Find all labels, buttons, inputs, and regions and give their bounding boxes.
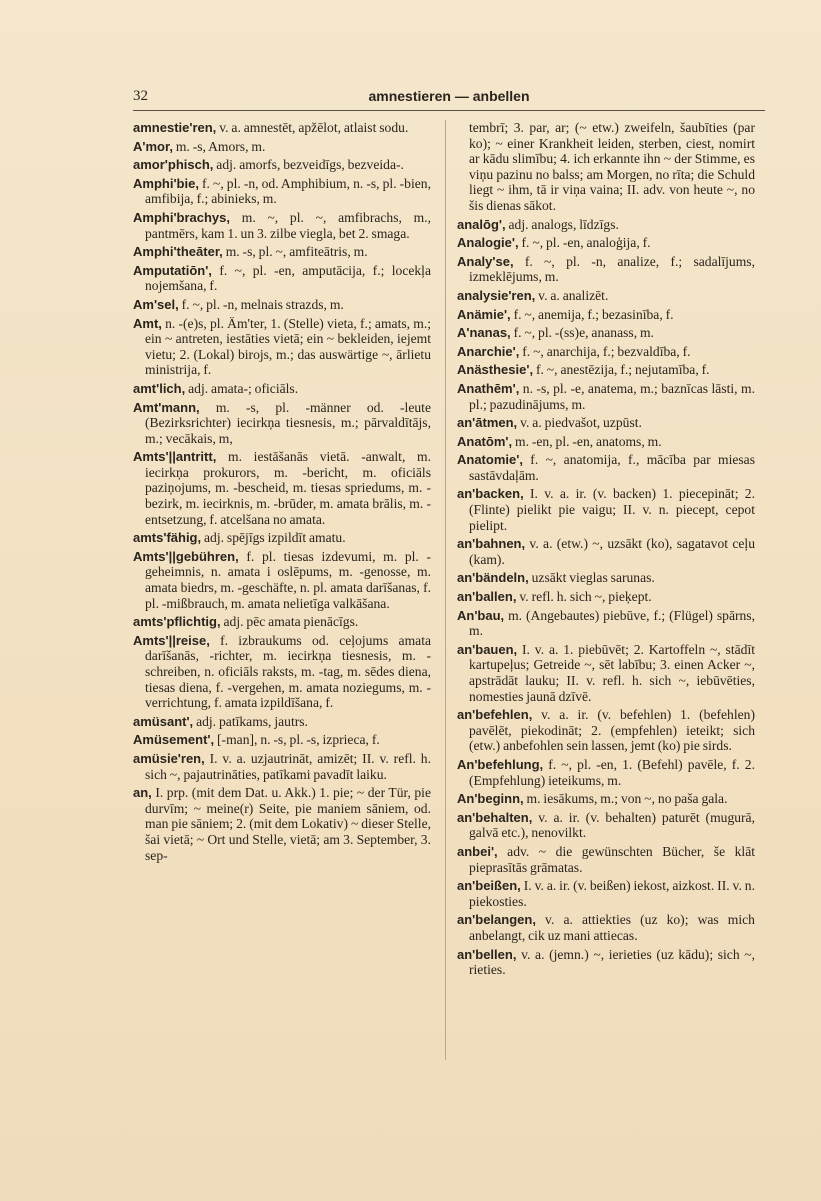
entry-headword: An'bau, (457, 607, 505, 623)
entry-headword: Analogie', (457, 235, 519, 251)
entry-definition: v. a. ir. (v. behalten) paturēt (mugurā, galvā etc.), nenovilkt. (469, 809, 755, 841)
entry-headword: an'behalten, (457, 809, 533, 825)
dictionary-entry (457, 120, 755, 214)
dictionary-entry (133, 157, 431, 173)
right-column (457, 120, 755, 981)
dictionary-entry (457, 415, 755, 431)
dictionary-entry (457, 642, 755, 704)
entry-definition: I. v. a. uzjautrināt, amizēt; II. v. refl. h. sich ~, pajautrināties, patīkami pavadīt laiku. (145, 750, 431, 782)
entry-headword: an'belangen, (457, 912, 536, 928)
entry-headword: A'mor, (133, 138, 173, 154)
entry-headword: amts'fähig, (133, 530, 202, 546)
dictionary-entry (457, 217, 755, 233)
column-divider (445, 120, 446, 1060)
dictionary-entry (133, 400, 431, 447)
entry-headword: an'ballen, (457, 589, 517, 605)
entry-headword: An'beginn, (457, 791, 524, 807)
dictionary-entry (133, 785, 431, 863)
dictionary-entry (457, 878, 755, 909)
entry-headword: Anatōm', (457, 433, 513, 449)
entry-definition: f. ~, anatomija, f., mācība par miesas sastāvdaļām. (469, 452, 755, 483)
dictionary-entry (457, 381, 755, 412)
entry-definition: f. ~, anarchija, f.; bezvaldība, f. (522, 343, 691, 359)
entry-definition: f. pl. tiesas izdevumi, m. pl. -geheimnis, n. amata i oslēpums, m. -genosse, m. amata biedrs, m. -geschäfte, n. pl. amata darīšanas, f. pl. -mißbrauch, m. amata nelietīga valkāšana. (145, 548, 431, 611)
entry-definition: f. ~, pl. -n, melnais strazds, m. (181, 296, 344, 312)
entry-definition: uzsākt vieglas sarunas. (531, 570, 655, 586)
dictionary-entry (133, 263, 431, 294)
entry-definition: I. v. a. ir. (v. backen) 1. piecepināt; 2. (Flinte) pielikt pie vaigu; II. v. n. piecept, cepot pielipt. (469, 486, 755, 533)
dictionary-entry (457, 608, 755, 639)
entry-headword: Amphi'theāter, (133, 244, 223, 260)
dictionary-entry (457, 362, 755, 378)
entry-definition: adj. amata-; oficiāls. (188, 380, 299, 396)
dictionary-entry (457, 254, 755, 285)
entry-headword: an'bahnen, (457, 536, 526, 552)
entry-headword: amts'pflichtig, (133, 614, 221, 630)
entry-headword: Anarchie', (457, 343, 520, 359)
page-header (133, 88, 765, 111)
entry-headword: anbei', (457, 843, 498, 859)
entry-definition: m. (Angebautes) piebūve, f.; (Flügel) spārns, m. (469, 607, 755, 639)
entry-definition: adj. amorfs, bezveidīgs, bezveida-. (216, 157, 404, 173)
entry-definition: adj. analogs, līdzīgs. (508, 216, 619, 232)
entry-definition: m. ~, pl. ~, amfibrachs, m., pantmērs, kam 1. un 3. zilbe viegla, bet 2. smaga. (145, 209, 431, 241)
entry-headword: Anästhesie', (457, 362, 534, 378)
entry-definition: m. -s, pl. ~, amfiteātris, m. (225, 244, 368, 260)
running-head: amnestieren — anbellen (368, 88, 530, 104)
entry-definition: f. ~, pl. -n, analize, f.; sadalījums, izmeklējums, m. (469, 253, 755, 285)
dictionary-entry (133, 244, 431, 260)
entry-definition: I. v. a. ir. (v. beißen) iekost, aizkost. II. v. n. piekosties. (469, 878, 755, 909)
dictionary-entry (457, 844, 755, 875)
entry-headword: Amt'mann, (133, 399, 200, 415)
entry-definition: v. a. analizēt. (538, 287, 609, 303)
entry-headword: an'backen, (457, 486, 524, 502)
entry-definition: n. -(e)s, pl. Äm'ter, 1. (Stelle) vieta, f.; amats, m.; ein ~ antreten, iestāties vietā; ein ~ bekleiden, iejemt vietu; 2. (Lokal) birojs, m.; das auswärtige ~, ārlietu ministrija, f. (145, 315, 431, 378)
dictionary-entry (457, 288, 755, 304)
dictionary-entry (133, 210, 431, 241)
dictionary-entry (457, 589, 755, 605)
entry-definition: f. ~, pl. -(ss)e, ananass, m. (513, 325, 654, 341)
dictionary-entry (457, 707, 755, 754)
entry-definition: v. a. ir. (v. befehlen) 1. (befehlen) pavēlēt, piekodināt; 2. (empfehlen) ieteikt; sich (etw.) anbefohlen sein lassen, jemt (ko) pie sirds. (469, 707, 755, 754)
entry-definition: f. izbraukums od. ceļojums amata darīšanās, -richter, m. iecirkņa tiesnesis, m. -schreiben, n. oficiāls raksts, m. -tag, m. sēdes diena, tiesas diena, f. -vergehen, m. amata noziegums, m. -verrichtung, f. amata izpildīšana, f. (145, 632, 432, 711)
entry-definition: v. a. (etw.) ~, uzsākt (ko), sagatavot ceļu (kam). (469, 536, 755, 567)
entry-headword: Analy'se, (457, 253, 514, 269)
entry-definition: f. ~, anemija, f.; bezasinība, f. (513, 306, 674, 322)
entry-definition: m. iestāšanās vietā. -anwalt, m. iecirkņa prokurors, m. -bericht, m. oficiāls paziņojums, m. -bescheid, m. tiesas spriedums, m. -bezirk, m. iecirknis, m. -brūder, m. amata brālis, m. -entsetzung, f. atcelšana no amata. (145, 449, 431, 527)
entry-headword: Am'sel, (133, 296, 179, 312)
dictionary-entry (457, 947, 755, 978)
entry-headword: An'befehlung, (457, 756, 544, 772)
entry-headword: A'nanas, (457, 325, 511, 341)
entry-headword: an'bauen, (457, 641, 518, 657)
entry-headword: Amputatiōn', (133, 262, 212, 278)
entry-headword: Anatomie', (457, 452, 523, 468)
entry-headword: Anämie', (457, 306, 511, 322)
entry-headword: amt'lich, (133, 380, 186, 396)
entry-definition: [-man], n. -s, pl. -s, izprieca, f. (217, 732, 380, 748)
dictionary-entry (133, 751, 431, 782)
entry-headword: amüsie'ren, (133, 750, 205, 766)
dictionary-entry (133, 732, 431, 748)
dictionary-entry (133, 316, 431, 378)
entry-headword: an'bellen, (457, 946, 517, 962)
entry-headword: an'beißen, (457, 878, 521, 894)
entry-headword: amüsant', (133, 713, 194, 729)
entry-definition: f. ~, pl. -en, analoģija, f. (521, 235, 651, 251)
entry-definition: adj. pēc amata pienācīgs. (223, 614, 359, 630)
entry-definition: n. -s, pl. -e, anatema, m.; baznīcas lāsti, m. pl.; pazudinājums, m. (469, 380, 755, 412)
dictionary-entry (133, 614, 431, 630)
entry-definition: m. -s, Amors, m. (175, 138, 266, 154)
entry-headword: Amts'||antritt, (133, 449, 217, 465)
dictionary-entry (457, 235, 755, 251)
dictionary-entry (457, 325, 755, 341)
dictionary-entry (133, 381, 431, 397)
entry-definition: f. ~, pl. -en, 1. (Befehl) pavēle, f. 2. (Empfehlung) ieteikums, m. (469, 756, 755, 788)
dictionary-entry (133, 139, 431, 155)
dictionary-entry (457, 434, 755, 450)
dictionary-entry (133, 297, 431, 313)
entry-headword: Amphi'brachys, (133, 209, 231, 225)
entry-definition: I. prp. (mit dem Dat. u. Akk.) 1. pie; ~ der Tür, pie durvīm; ~ meine(r) Seite, pie maniem sāniem, od. man pie sāniem; 2. (mit dem Lokativ) ~ dieser Stelle, šai vietā; ~ Ort und Stelle, vietā; am 3. September, 3. sep- (145, 785, 431, 863)
entry-definition: f. ~, pl. -n, od. Amphibium, n. -s, pl. -bien, amfibija, f.; abinieks, m. (145, 175, 431, 207)
entry-headword: an, (133, 785, 152, 801)
dictionary-entry (457, 791, 755, 807)
dictionary-entry (457, 307, 755, 323)
entry-definition: I. v. a. 1. piebūvēt; 2. Kartoffeln ~, stādīt kartupeļus; Getreide ~, sēt labību; 3. einen Acker ~, apstrādāt lauku; II. v. refl. h. sich ~, iebūvēties, nomesties jaunā dzīvē. (469, 641, 756, 704)
entry-definition: v. a. piedvašot, uzpūst. (520, 415, 642, 431)
dictionary-entry (133, 176, 431, 207)
entry-definition: adj. spējīgs izpildīt amatu. (204, 530, 346, 546)
entry-definition: m. -s, pl. -männer od. -leute (Bezirksrichter) iecirkņa tiesnesis, m.; pārvaldītājs, m.; vecākais, m, (145, 399, 431, 446)
entry-headword: an'bändeln, (457, 570, 529, 586)
dictionary-entry (133, 530, 431, 546)
dictionary-entry (457, 570, 755, 586)
entry-definition: v. a. (jemn.) ~, ierieties (uz kādu); sich ~, rieties. (469, 946, 756, 978)
page-number: 32 (133, 88, 148, 104)
left-column (133, 120, 431, 866)
entry-definition: tembrī; 3. par, ar; (~ etw.) zweifeln, šaubīties (par ko); ~ einer Krankheit leiden, sterben, ciest, nomirt ar kādu slimību; 4. ich erkannte ihn ~ der Stimme, es viņu pazinu no balss; am Morgen, no rīta; die Schuld liegt ~ ihm, tā ir viņa vaina; II. adv. von heute ~, no šis dienas sākot. (469, 120, 755, 213)
entry-headword: Amts'||gebühren, (133, 548, 239, 564)
entry-headword: an'befehlen, (457, 707, 533, 723)
entry-definition: m. -en, pl. -en, anatoms, m. (515, 433, 662, 449)
entry-headword: an'ātmen, (457, 415, 518, 431)
dictionary-entry (457, 912, 755, 943)
dictionary-entry (133, 714, 431, 730)
entry-headword: amnestie'ren, (133, 120, 217, 135)
entry-definition: v. refl. h. sich ~, pieķept. (519, 589, 652, 605)
entry-headword: analōg', (457, 216, 506, 232)
entry-headword: Amüsement', (133, 732, 215, 748)
dictionary-entry (133, 549, 431, 611)
dictionary-entry (457, 810, 755, 841)
dictionary-entry (133, 449, 431, 527)
dictionary-entry (457, 536, 755, 567)
entry-headword: Amt, (133, 315, 162, 331)
entry-headword: analysie'ren, (457, 287, 536, 303)
entry-headword: Anathēm', (457, 380, 520, 396)
entry-definition: adv. ~ die gewünschten Bücher, še klāt pieprasītās grāmatas. (469, 843, 756, 875)
entry-definition: v. a. amnestēt, apžēlot, atlaist sodu. (219, 120, 409, 135)
entry-definition: f. ~, pl. -en, amputācija, f.; locekļa nojemšana, f. (145, 262, 431, 294)
dictionary-entry (133, 120, 431, 136)
entry-headword: amor'phisch, (133, 157, 214, 173)
dictionary-entry (457, 452, 755, 483)
entry-definition: f. ~, anestēzija, f.; nejutamība, f. (535, 362, 710, 378)
dictionary-entry (133, 633, 431, 711)
entry-headword: Amphi'bie, (133, 175, 199, 191)
entry-definition: v. a. attiekties (uz ko); was mich anbelangt, cik uz mani attiecas. (469, 912, 755, 943)
dictionary-entry (457, 486, 755, 533)
entry-definition: adj. patīkams, jautrs. (196, 713, 308, 729)
dictionary-entry (457, 757, 755, 788)
dictionary-entry (457, 344, 755, 360)
entry-headword: Amts'||reise, (133, 632, 210, 648)
entry-definition: m. iesākums, m.; von ~, no paša gala. (526, 791, 728, 807)
